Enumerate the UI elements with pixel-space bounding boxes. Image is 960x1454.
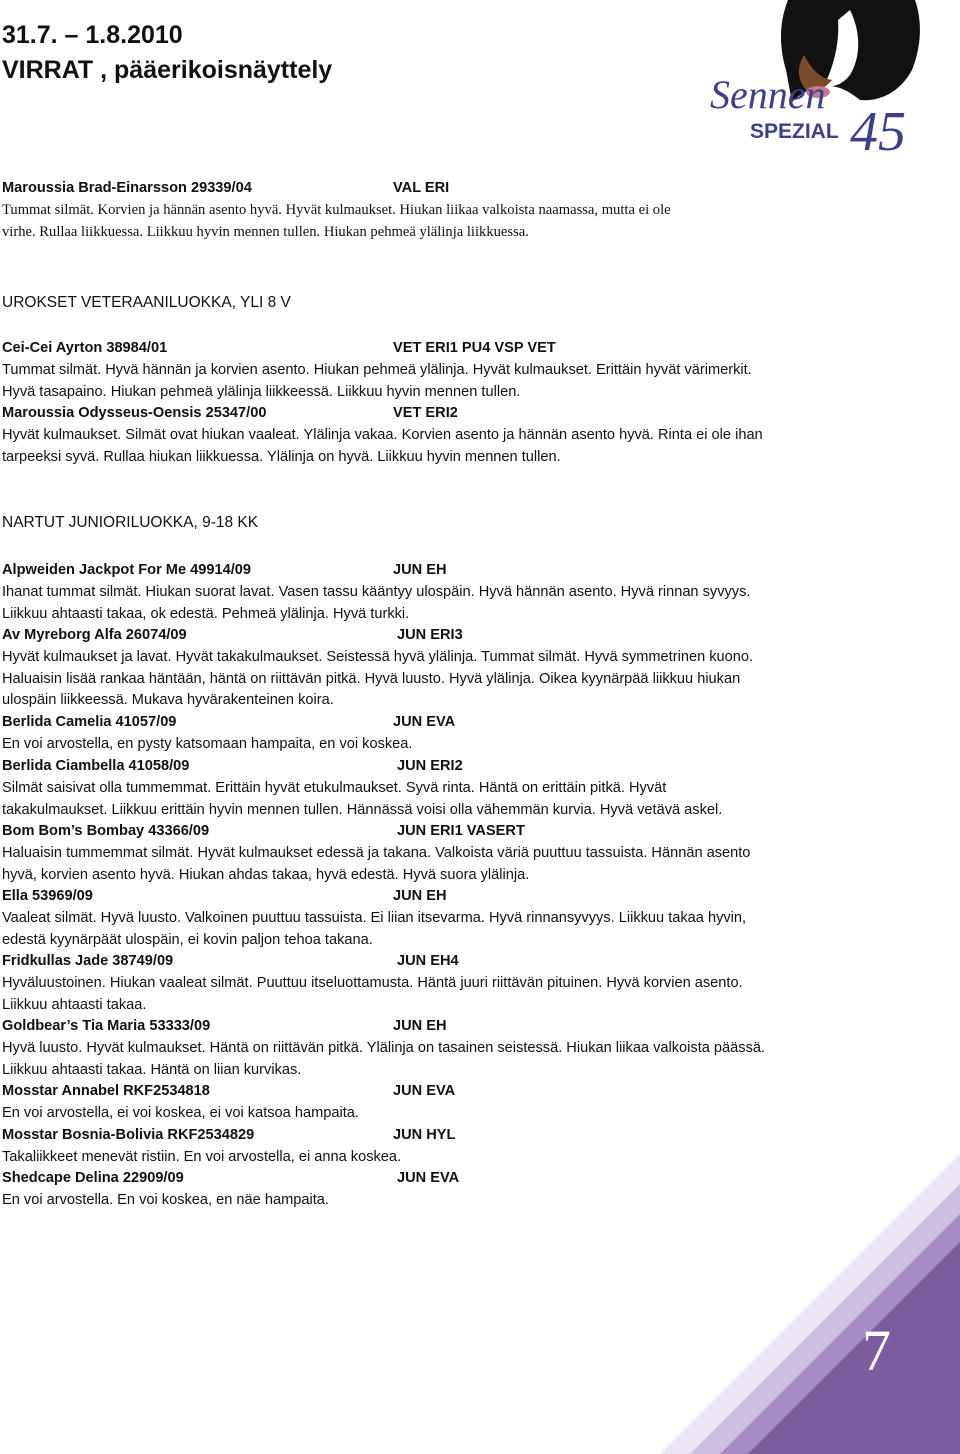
- dog-name: Ella 53969/09: [2, 888, 93, 904]
- award: JUN EVA: [393, 1083, 456, 1099]
- dog-name: Berlida Camelia 41057/09: [2, 714, 177, 730]
- critique-text: En voi arvostella, ei voi koskea, ei voi katsoa hampaita.: [2, 1105, 359, 1121]
- critique-text: Vaaleat silmät. Hyvä luusto. Valkoinen puuttuu tassuista. Ei liian itsevarma. Hyvä rinnansyvyys. Liikkuu takaa hyvin, edestä kyynärpäät ulospäin, ei kovin paljon tehoa takana.: [2, 910, 747, 948]
- critique-text: Takaliikkeet menevät ristiin. En voi arvostella, ei anna koskea.: [2, 1149, 402, 1165]
- class-heading: NARTUT JUNIORILUOKKA, 9-18 KK: [2, 514, 259, 531]
- award: VAL ERI: [393, 180, 450, 196]
- corner-decoration: [660, 1154, 960, 1454]
- page-number: 7: [862, 1318, 891, 1383]
- dog-name: Alpweiden Jackpot For Me 49914/09: [2, 562, 251, 578]
- critique-text: Silmät saisivat olla tummemmat. Erittäin hyvät etukulmaukset. Syvä rinta. Häntä on erittäin pitkä. Hyvät takakulmaukset. Liikkuu erittäin hyvin mennen tullen. Hännässä voisi olla vähemmän kurvia. Hyvä vetävä askel.: [2, 780, 723, 818]
- entry-header: [2, 178, 450, 200]
- critique-text: Hyväluustoinen. Hiukan vaaleat silmät. Puuttuu itseluottamusta. Häntä juuri riittävän pituinen. Hyvä korvien asento. Liikkuu ahtaasti takaa.: [2, 975, 743, 1013]
- critique-text: Tummat silmät. Hyvä hännän ja korvien asento. Hiukan pehmeä ylälinja. Hyvät kulmaukset. Erittäin hyvät värimerkit. Hyvä tasapaino. Hiukan pehmeä ylälinja liikkeessä. Liikkuu hyvin mennen tullen.: [2, 362, 752, 400]
- entry-header: [2, 338, 556, 360]
- entry-header: [2, 821, 525, 843]
- dog-name: Av Myreborg Alfa 26074/09: [2, 627, 187, 643]
- award: JUN EVA: [393, 714, 456, 730]
- critique-text: Hyvä luusto. Hyvät kulmaukset. Häntä on riittävän pitkä. Ylälinja on tasainen seistessä. Hiukan liikaa valkoista päässä. Liikkuu ahtaasti takaa. Häntä on liian kurvikas.: [2, 1040, 766, 1078]
- award: JUN HYL: [393, 1127, 456, 1143]
- entry-header: [2, 625, 463, 647]
- logo-script-text: Sennen: [710, 72, 826, 117]
- sennen-spezial-logo: [700, 0, 930, 160]
- award: VET ERI1 PU4 VSP VET: [393, 340, 556, 356]
- event-date: 31.7. – 1.8.2010: [2, 21, 183, 49]
- award: VET ERI2: [393, 405, 458, 421]
- dog-name: Maroussia Odysseus-Oensis 25347/00: [2, 405, 267, 421]
- award: JUN EH: [393, 562, 447, 578]
- dog-name: Cei-Cei Ayrton 38984/01: [2, 340, 168, 356]
- entry-header: [2, 403, 458, 425]
- award: JUN EH4: [397, 953, 459, 969]
- critique-text: En voi arvostella. En voi koskea, en näe hampaita.: [2, 1192, 329, 1208]
- critique-text: Ihanat tummat silmät. Hiukan suorat lavat. Vasen tassu kääntyy ulospäin. Hyvä hännän asento. Hyvä rinnan syvyys. Liikkuu ahtaasti takaa, ok edestä. Pehmeä ylälinja. Hyvä turkki.: [2, 584, 751, 622]
- award: JUN EH: [393, 888, 447, 904]
- entry-header: [2, 1081, 456, 1103]
- critique-text: Haluaisin tummemmat silmät. Hyvät kulmaukset edessä ja takana. Valkoista väriä puuttuu tassuista. Hännän asento hyvä, korvien asento hyvä. Hiukan ahdas takaa, hyvä edestä. Hyvä suora ylälinja.: [2, 845, 751, 883]
- award: JUN ERI2: [397, 758, 463, 774]
- dog-name: Bom Bom’s Bombay 43366/09: [2, 823, 210, 839]
- entry-header: [2, 951, 459, 973]
- entry-header: [2, 1016, 447, 1038]
- award: JUN EVA: [397, 1170, 460, 1186]
- entry-header: [2, 1168, 460, 1190]
- dog-name: Fridkullas Jade 38749/09: [2, 953, 174, 969]
- critique-text: Hyvät kulmaukset. Silmät ovat hiukan vaaleat. Ylälinja vakaa. Korvien asento ja hännän asento hyvä. Rinta ei ole ihan tarpeeksi syvä. Rullaa hiukan liikkuessa. Ylälinja on hyvä. Liikkuu hyvin mennen tullen.: [2, 427, 763, 465]
- logo-number: 45: [850, 101, 906, 160]
- entry-header: [2, 1125, 456, 1147]
- entry-header: [2, 712, 456, 734]
- class-heading: UROKSET VETERAANILUOKKA, YLI 8 V: [2, 294, 291, 311]
- dog-name: Goldbear’s Tia Maria 53333/09: [2, 1018, 211, 1034]
- entry-header: [2, 756, 463, 778]
- dog-name: Mosstar Annabel RKF2534818: [2, 1083, 210, 1099]
- dog-name: Mosstar Bosnia-Bolivia RKF2534829: [2, 1127, 255, 1143]
- event-title: VIRRAT , pääerikoisnäyttely: [2, 56, 333, 84]
- award: JUN ERI3: [397, 627, 463, 643]
- document-header: [2, 18, 332, 88]
- dog-name: Shedcape Delina 22909/09: [2, 1170, 184, 1186]
- award: JUN EH: [393, 1018, 447, 1034]
- critique-text: Hyvät kulmaukset ja lavat. Hyvät takakulmaukset. Seistessä hyvä ylälinja. Tummat silmät. Hyvä symmetrinen kuono. Haluaisin lisää rankaa häntään, häntä on riittävän pitkä. Hyvä luusto. Hyvä ylälinja. Oikea kyynärpää liikkuu hiukan ulospäin liikkeessä. Mukava hyvärakenteinen koira.: [2, 649, 754, 709]
- critique-text: En voi arvostella, en pysty katsomaan hampaita, en voi koskea.: [2, 736, 413, 752]
- entry-header: [2, 560, 447, 582]
- dog-name: Berlida Ciambella 41058/09: [2, 758, 190, 774]
- logo-spezial-text: SPEZIAL: [750, 120, 839, 143]
- dog-name: Maroussia Brad-Einarsson 29339/04: [2, 180, 252, 196]
- award: JUN ERI1 VASERT: [397, 823, 525, 839]
- entry-header: [2, 886, 447, 908]
- critique-text: Tummat silmät. Korvien ja hännän asento hyvä. Hyvät kulmaukset. Hiukan liikaa valkoista naamassa, mutta ei ole virhe. Rullaa liikkuessa. Liikkuu hyvin mennen tullen. Hiukan pehmeä ylälinja liikkuessa.: [2, 202, 671, 240]
